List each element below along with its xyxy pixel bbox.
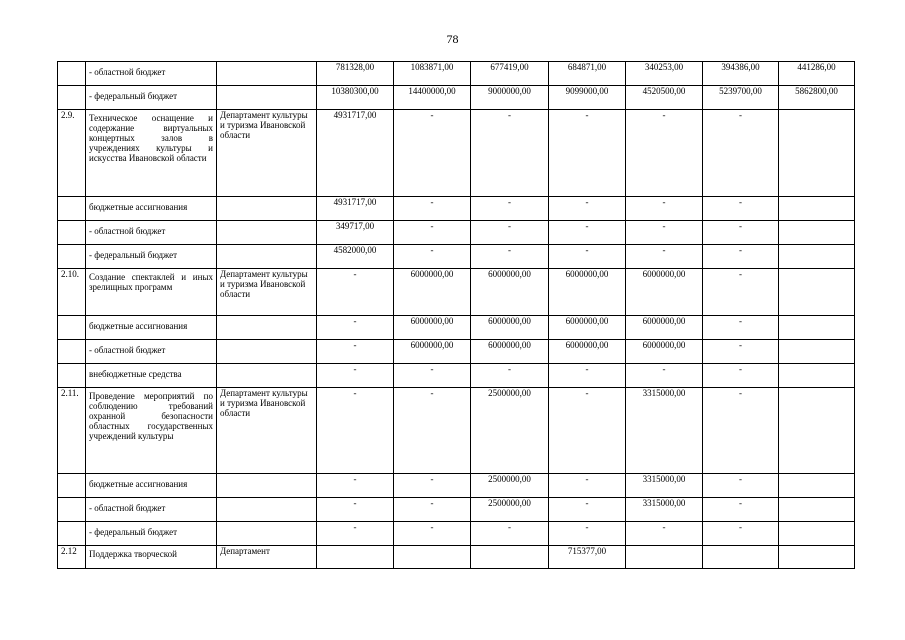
row-number	[58, 522, 86, 546]
row-department: Департамент	[217, 546, 317, 569]
row-description: бюджетные ассигнования	[86, 474, 217, 498]
value-cell: -	[471, 245, 549, 269]
row-number	[58, 245, 86, 269]
value-cell: -	[549, 364, 626, 388]
value-cell: -	[394, 388, 471, 474]
value-cell: -	[549, 110, 626, 197]
value-cell: 715377,00	[549, 546, 626, 569]
row-department: Департамент культуры и туризма Ивановской области	[217, 388, 317, 474]
value-cell: -	[394, 197, 471, 221]
value-cell: 684871,00	[549, 62, 626, 86]
row-description: - федеральный бюджет	[86, 522, 217, 546]
row-department	[217, 221, 317, 245]
value-cell: -	[317, 316, 394, 340]
row-number	[58, 62, 86, 86]
row-description: внебюджетные средства	[86, 364, 217, 388]
page-number: 78	[446, 32, 459, 46]
value-cell: 677419,00	[471, 62, 549, 86]
value-cell: -	[703, 474, 779, 498]
row-department	[217, 62, 317, 86]
row-number	[58, 86, 86, 110]
value-cell: 6000000,00	[549, 340, 626, 364]
row-description: Техническое оснащение и содержание виртуальных концертных залов в учреждениях культуры и искусства Ивановской области	[86, 110, 217, 197]
value-cell: 340253,00	[626, 62, 703, 86]
value-cell: 349717,00	[317, 221, 394, 245]
row-department: Департамент культуры и туризма Ивановской области	[217, 110, 317, 197]
value-cell	[779, 364, 855, 388]
row-department	[217, 316, 317, 340]
row-number	[58, 221, 86, 245]
row-description: - областной бюджет	[86, 221, 217, 245]
value-cell: -	[471, 522, 549, 546]
row-department	[217, 474, 317, 498]
value-cell	[779, 340, 855, 364]
value-cell: -	[549, 197, 626, 221]
value-cell	[779, 388, 855, 474]
row-description: бюджетные ассигнования	[86, 316, 217, 340]
value-cell: -	[626, 221, 703, 245]
value-cell: -	[471, 221, 549, 245]
table-row	[58, 86, 855, 110]
row-number	[58, 364, 86, 388]
value-cell: -	[703, 364, 779, 388]
value-cell: 3315000,00	[626, 474, 703, 498]
table-row	[58, 269, 855, 316]
row-number	[58, 498, 86, 522]
value-cell: 781328,00	[317, 62, 394, 86]
value-cell: -	[626, 522, 703, 546]
value-cell: 2500000,00	[471, 474, 549, 498]
value-cell: -	[703, 245, 779, 269]
table-row	[58, 388, 855, 474]
value-cell: 6000000,00	[471, 269, 549, 316]
value-cell: 3315000,00	[626, 388, 703, 474]
value-cell: 6000000,00	[549, 269, 626, 316]
value-cell	[779, 316, 855, 340]
value-cell: -	[626, 110, 703, 197]
value-cell: -	[317, 364, 394, 388]
value-cell	[779, 110, 855, 197]
value-cell: 6000000,00	[394, 316, 471, 340]
row-department	[217, 498, 317, 522]
value-cell: 14400000,00	[394, 86, 471, 110]
value-cell: -	[394, 221, 471, 245]
value-cell	[317, 546, 394, 569]
table-row	[58, 221, 855, 245]
row-description: - областной бюджет	[86, 498, 217, 522]
value-cell: -	[394, 522, 471, 546]
row-number	[58, 340, 86, 364]
row-department	[217, 364, 317, 388]
value-cell: 9099000,00	[549, 86, 626, 110]
value-cell: 6000000,00	[626, 269, 703, 316]
row-number	[58, 197, 86, 221]
value-cell	[471, 546, 549, 569]
row-department	[217, 197, 317, 221]
value-cell: -	[703, 269, 779, 316]
value-cell	[779, 474, 855, 498]
row-number	[58, 474, 86, 498]
value-cell	[394, 546, 471, 569]
value-cell: -	[703, 340, 779, 364]
table-row	[58, 498, 855, 522]
row-description: Проведение мероприятий по соблюдению требований охранной безопасности областных государственных учреждений культуры	[86, 388, 217, 474]
value-cell	[779, 221, 855, 245]
value-cell: -	[626, 197, 703, 221]
value-cell: 2500000,00	[471, 388, 549, 474]
value-cell: -	[394, 364, 471, 388]
value-cell: -	[549, 388, 626, 474]
table-row	[58, 522, 855, 546]
value-cell	[626, 546, 703, 569]
value-cell: -	[471, 110, 549, 197]
row-number: 2.12	[58, 546, 86, 569]
value-cell: 6000000,00	[394, 269, 471, 316]
value-cell: 5239700,00	[703, 86, 779, 110]
row-department	[217, 86, 317, 110]
row-number: 2.11.	[58, 388, 86, 474]
value-cell: 10380300,00	[317, 86, 394, 110]
value-cell: -	[703, 110, 779, 197]
row-department	[217, 340, 317, 364]
value-cell: 1083871,00	[394, 62, 471, 86]
row-description: Создание спектаклей и иных зрелищных программ	[86, 269, 217, 316]
value-cell	[779, 269, 855, 316]
table-row	[58, 474, 855, 498]
value-cell	[779, 197, 855, 221]
table-row	[58, 546, 855, 569]
row-description: - областной бюджет	[86, 62, 217, 86]
row-department	[217, 522, 317, 546]
value-cell: -	[703, 498, 779, 522]
value-cell: -	[626, 245, 703, 269]
value-cell: -	[317, 269, 394, 316]
value-cell	[703, 546, 779, 569]
value-cell: 2500000,00	[471, 498, 549, 522]
table-row	[58, 245, 855, 269]
value-cell: -	[394, 110, 471, 197]
value-cell: -	[317, 522, 394, 546]
row-description: - федеральный бюджет	[86, 86, 217, 110]
table-row	[58, 316, 855, 340]
value-cell: 4931717,00	[317, 110, 394, 197]
value-cell: 4582000,00	[317, 245, 394, 269]
value-cell: -	[549, 474, 626, 498]
row-description: - областной бюджет	[86, 340, 217, 364]
value-cell: 6000000,00	[471, 340, 549, 364]
table-row	[58, 62, 855, 86]
value-cell: -	[317, 388, 394, 474]
row-description: бюджетные ассигнования	[86, 197, 217, 221]
value-cell: 6000000,00	[626, 316, 703, 340]
row-department: Департамент культуры и туризма Ивановской области	[217, 269, 317, 316]
value-cell: 4931717,00	[317, 197, 394, 221]
value-cell: 9000000,00	[471, 86, 549, 110]
value-cell: -	[626, 364, 703, 388]
value-cell: 394386,00	[703, 62, 779, 86]
table-row	[58, 364, 855, 388]
value-cell: 4520500,00	[626, 86, 703, 110]
row-number	[58, 316, 86, 340]
value-cell	[779, 546, 855, 569]
value-cell: -	[317, 498, 394, 522]
table-row	[58, 110, 855, 197]
value-cell: -	[317, 340, 394, 364]
value-cell: -	[317, 474, 394, 498]
value-cell: -	[703, 221, 779, 245]
value-cell: -	[394, 498, 471, 522]
value-cell: -	[703, 388, 779, 474]
value-cell: -	[549, 245, 626, 269]
row-description: - федеральный бюджет	[86, 245, 217, 269]
value-cell: -	[703, 522, 779, 546]
value-cell: 3315000,00	[626, 498, 703, 522]
value-cell: 6000000,00	[549, 316, 626, 340]
value-cell: -	[549, 221, 626, 245]
table-row	[58, 197, 855, 221]
value-cell: -	[703, 316, 779, 340]
value-cell: 441286,00	[779, 62, 855, 86]
table-row	[58, 340, 855, 364]
row-department	[217, 245, 317, 269]
value-cell: -	[394, 245, 471, 269]
value-cell: -	[549, 498, 626, 522]
value-cell: -	[549, 522, 626, 546]
value-cell	[779, 245, 855, 269]
value-cell: -	[394, 474, 471, 498]
value-cell: 6000000,00	[394, 340, 471, 364]
value-cell: -	[471, 364, 549, 388]
value-cell: -	[703, 197, 779, 221]
row-number: 2.10.	[58, 269, 86, 316]
row-description: Поддержка творческой	[86, 546, 217, 569]
value-cell: -	[471, 197, 549, 221]
value-cell: 6000000,00	[626, 340, 703, 364]
value-cell	[779, 498, 855, 522]
value-cell: 6000000,00	[471, 316, 549, 340]
row-number: 2.9.	[58, 110, 86, 197]
budget-table	[57, 61, 855, 569]
value-cell: 5862800,00	[779, 86, 855, 110]
value-cell	[779, 522, 855, 546]
